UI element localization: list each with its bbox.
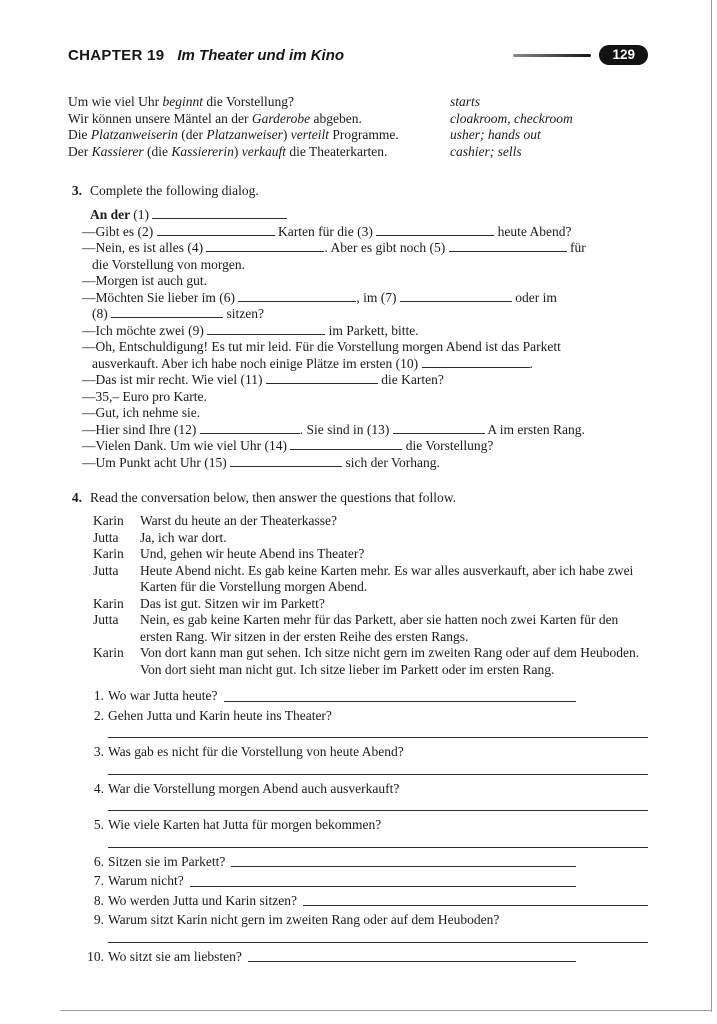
utterance: Das ist gut. Sitzen wir im Parkett? — [140, 595, 325, 611]
question-content — [108, 873, 648, 890]
textbook-page — [68, 44, 648, 968]
question-item — [84, 781, 648, 815]
exercise3-section — [68, 182, 648, 471]
question-item — [84, 708, 648, 742]
dialog-line — [82, 290, 648, 323]
vocab-german — [68, 94, 450, 111]
utterance: Und, gehen wir heute Abend ins Theater? — [140, 546, 365, 561]
speaker-name: Karin — [93, 546, 124, 561]
question-item — [84, 744, 648, 778]
utterance: Nein, es gab keine Karten mehr für das Parkett, aber sie hatten noch zwei Karten für den ersten Rang. Wir sitzen in der ersten Reihe des ersten Rangs. — [140, 612, 619, 644]
text-segment: (8) — [92, 306, 112, 321]
answer-blank[interactable] — [207, 323, 325, 335]
question-text: Warum sitzt Karin nicht gern im zweiten Rang oder auf dem Heuboden? — [108, 912, 500, 927]
exercise-number: 4. — [71, 490, 82, 505]
answer-blank[interactable] — [266, 372, 378, 384]
question-text: Wo werden Jutta und Karin sitzen? — [108, 892, 297, 908]
question-text: Gehen Jutta und Karin heute ins Theater? — [108, 707, 332, 723]
text-segment: Platzanweiserin — [90, 127, 178, 142]
text-segment: Wir können unsere Mäntel an der — [68, 110, 252, 126]
vocab-german — [68, 127, 450, 144]
text-segment: —Das ist mir recht. Wie viel (11) — [82, 372, 266, 387]
dialog-line — [82, 323, 648, 340]
text-segment: Der — [68, 143, 92, 159]
question-content — [108, 817, 648, 851]
utterance: Von dort kann man gut sehen. Ich sitze nicht gern im zweiten Rang oder auf dem Heuboden. Von dort sieht man nicht gut. Ich sitze lieber im Parkett oder im ersten Rang. — [140, 645, 640, 677]
text-segment: —Hier sind Ihre (12) — [82, 421, 200, 437]
question-content — [108, 688, 648, 705]
text-segment: die Vorstellung von morgen. — [92, 256, 245, 272]
text-segment: sich der Vorhang. — [342, 454, 440, 470]
dialog-line — [82, 224, 648, 241]
dialog-line — [82, 438, 648, 455]
answer-line[interactable] — [108, 836, 648, 848]
question-content — [108, 744, 648, 778]
question-content — [108, 854, 648, 871]
conversation-row — [93, 530, 648, 547]
vocab-row — [68, 111, 648, 128]
speaker-name: Karin — [93, 645, 124, 660]
answer-line[interactable] — [108, 799, 648, 811]
answer-blank[interactable] — [400, 290, 512, 302]
text-segment: —Möchten Sie lieber im (6) — [82, 289, 239, 305]
utterance: Warst du heute an der Theaterkasse? — [140, 513, 337, 528]
text-segment: —Vielen Dank. Um wie viel Uhr (14) — [82, 438, 291, 453]
exercise-number: 3. — [71, 183, 82, 198]
text-segment: , im (7) — [356, 289, 400, 305]
chapter-title: Im Theater und im Kino — [177, 46, 345, 64]
dialog-line — [82, 405, 648, 422]
answer-blank[interactable] — [238, 290, 356, 302]
text-segment: Kassierer — [91, 143, 144, 159]
text-segment: oder im — [511, 289, 557, 305]
question-content — [108, 781, 648, 815]
question-item — [84, 854, 648, 871]
dialog-line — [82, 422, 648, 439]
text-segment: A im ersten Rang. — [484, 421, 585, 437]
answer-line[interactable] — [231, 855, 576, 867]
text-segment: —Nein, es ist alles (4) — [82, 240, 207, 255]
dialog-line — [82, 339, 648, 372]
conversation-row — [93, 596, 648, 613]
exercise-instruction: Complete the following dialog. — [90, 183, 259, 198]
text-segment: (1) — [133, 207, 153, 222]
page-edge-right — [711, 0, 712, 1012]
answer-blank[interactable] — [200, 422, 300, 434]
dialog-line — [82, 207, 648, 224]
question-number: 9. — [93, 912, 104, 927]
text-segment: die Theaterkarten. — [286, 143, 388, 159]
answer-blank[interactable] — [449, 240, 567, 252]
text-segment: im Parkett, bitte. — [325, 322, 419, 338]
text-segment: Platzanweiser — [206, 127, 283, 142]
chapter-label: CHAPTER 19 — [68, 46, 165, 64]
text-segment: ausverkauft. Aber ich habe noch einige Plätze im ersten (10) — [92, 355, 422, 371]
speaker-name: Jutta — [93, 562, 119, 578]
text-segment: die Vorstellung? — [402, 438, 494, 453]
text-segment: —35,– Euro pro Karte. — [82, 388, 207, 404]
dialog-line — [82, 240, 648, 273]
speaker-name: Karin — [93, 595, 124, 611]
vocab-row — [68, 127, 648, 144]
text-segment: —Gut, ich nehme sie. — [82, 405, 201, 420]
question-number: 10. — [87, 948, 104, 964]
utterance: Heute Abend nicht. Es gab keine Karten mehr. Es war alles ausverkauft, aber ich habe zwei Karten für die Vorstellung morgen Abend. — [140, 562, 634, 594]
text-segment: heute Abend? — [494, 223, 572, 239]
conversation-row — [93, 546, 648, 563]
question-number: 8. — [93, 892, 104, 908]
text-segment: Kassiererin — [171, 143, 234, 159]
text-segment: Die — [68, 127, 91, 142]
text-segment: (die — [143, 143, 172, 159]
question-content — [108, 912, 648, 946]
page-edge-bottom — [60, 1010, 712, 1011]
vocab-translation: cashier; sells — [450, 143, 522, 159]
conversation-row — [93, 563, 648, 596]
question-text: Sitzen sie im Parkett? — [108, 853, 226, 869]
question-item — [84, 817, 648, 851]
answer-line[interactable] — [248, 950, 576, 962]
vocabulary-section — [68, 94, 648, 160]
text-segment: für — [566, 240, 586, 255]
question-item — [84, 949, 648, 966]
text-segment: Karten für die (3) — [274, 223, 377, 239]
answer-blank[interactable] — [206, 240, 324, 252]
text-segment: Programme. — [328, 127, 399, 142]
answer-line[interactable] — [190, 875, 576, 887]
text-segment: (der — [177, 127, 207, 142]
answer-line[interactable] — [108, 726, 648, 738]
question-text: Warum nicht? — [108, 873, 184, 888]
question-number: 4. — [93, 780, 104, 796]
text-segment: Um wie viel Uhr — [68, 94, 163, 109]
answer-blank[interactable] — [111, 306, 223, 318]
page-number-badge: 129 — [599, 45, 648, 65]
question-item — [84, 873, 648, 890]
vocab-row — [68, 144, 648, 161]
utterance: Ja, ich war dort. — [140, 529, 227, 545]
dialog — [82, 207, 648, 471]
speaker-name: Jutta — [93, 612, 119, 627]
text-segment: sitzen? — [223, 306, 264, 321]
text-segment: —Morgen ist auch gut. — [82, 273, 207, 288]
vocab-german — [68, 144, 450, 161]
exercise4-section — [68, 489, 648, 965]
text-segment: An der — [90, 207, 134, 222]
text-segment: die Vorstellung? — [202, 94, 294, 109]
question-content — [108, 708, 648, 742]
vocab-translation: usher; hands out — [450, 127, 541, 142]
answer-blank[interactable] — [422, 356, 530, 368]
question-item — [84, 912, 648, 946]
exercise-instruction: Read the conversation below, then answer the questions that follow. — [90, 490, 457, 505]
text-segment: beginnt — [162, 94, 203, 109]
conversation-row — [93, 645, 648, 678]
conversation-row — [93, 612, 648, 645]
text-segment: verteilt — [290, 127, 329, 142]
text-segment: —Ich möchte zwei (9) — [82, 322, 208, 338]
question-text: Was gab es nicht für die Vorstellung von heute Abend? — [108, 744, 404, 759]
question-number: 3. — [93, 744, 104, 759]
question-number: 5. — [93, 817, 104, 832]
text-segment: . — [529, 355, 533, 371]
question-number: 2. — [93, 707, 104, 723]
answer-blank[interactable] — [290, 438, 402, 450]
answer-line[interactable] — [303, 894, 648, 906]
question-text: Wo war Jutta heute? — [108, 688, 218, 703]
vocab-row — [68, 94, 648, 111]
answer-blank[interactable] — [152, 207, 287, 219]
conversation-row — [93, 513, 648, 530]
answer-line[interactable] — [224, 690, 577, 702]
dialog-line — [82, 372, 648, 389]
answer-blank[interactable] — [393, 422, 485, 434]
dialog-line — [82, 455, 648, 472]
text-segment: —Um Punkt acht Uhr (15) — [82, 454, 231, 470]
question-text: Wie viele Karten hat Jutta für morgen bekommen? — [108, 817, 382, 832]
answer-line[interactable] — [108, 931, 648, 943]
dialog-line — [82, 273, 648, 290]
question-item — [84, 688, 648, 705]
dialog-line — [82, 389, 648, 406]
exercise3-header — [68, 182, 648, 199]
header-rule — [513, 54, 591, 57]
question-number: 6. — [93, 853, 104, 869]
vocab-translation: starts — [450, 94, 481, 109]
text-segment: die Karten? — [377, 372, 444, 387]
exercise4-header — [68, 489, 648, 506]
chapter-header — [68, 44, 648, 66]
question-content — [108, 949, 648, 966]
speaker-name: Karin — [93, 513, 124, 528]
answer-line[interactable] — [108, 763, 648, 775]
answer-blank[interactable] — [230, 455, 342, 467]
question-number: 1. — [93, 688, 104, 703]
text-segment: ) — [282, 127, 291, 142]
answer-blank[interactable] — [376, 224, 494, 236]
vocab-german — [68, 111, 450, 128]
text-segment: verkauft — [241, 143, 287, 159]
question-number: 7. — [93, 873, 104, 888]
question-text: War die Vorstellung morgen Abend auch ausverkauft? — [108, 780, 400, 796]
text-segment: abgeben. — [310, 110, 362, 126]
text-segment: ) — [233, 143, 242, 159]
speaker-name: Jutta — [93, 529, 119, 545]
text-segment: —Oh, Entschuldigung! Es tut mir leid. Für die Vorstellung morgen Abend ist das Parkett — [82, 339, 561, 354]
question-item — [84, 893, 648, 910]
vocab-translation: cloakroom, checkroom — [450, 110, 573, 126]
text-segment: . Aber es gibt noch (5) — [324, 240, 449, 255]
questions-list — [84, 688, 648, 965]
question-content — [108, 893, 648, 910]
text-segment: —Gibt es (2) — [82, 223, 157, 239]
text-segment: Garderobe — [251, 110, 311, 126]
text-segment: . Sie sind in (13) — [299, 421, 393, 437]
answer-blank[interactable] — [157, 224, 275, 236]
question-text: Wo sitzt sie am liebsten? — [108, 948, 242, 964]
conversation — [93, 513, 648, 678]
